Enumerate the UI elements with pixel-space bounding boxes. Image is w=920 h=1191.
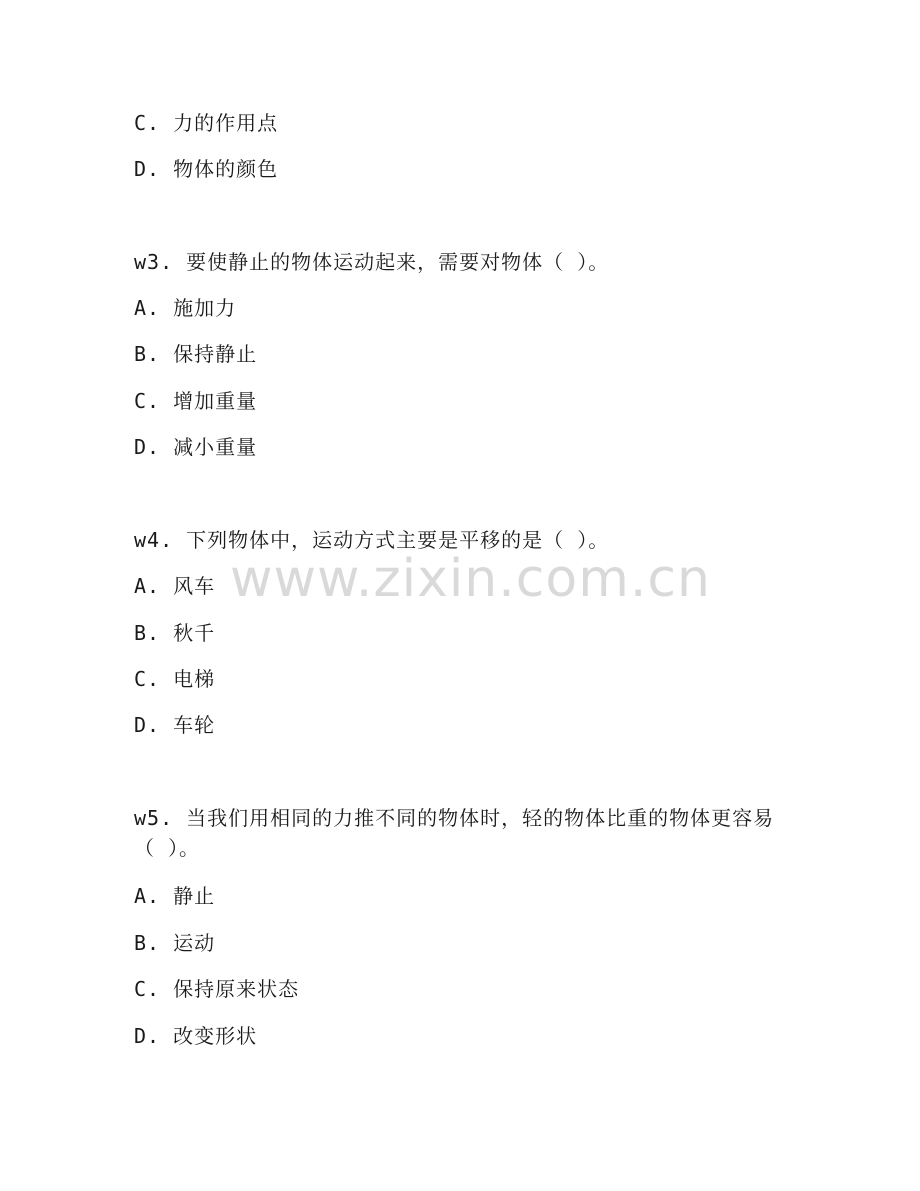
q4-option-b: B. 秋千 — [134, 621, 216, 645]
q3-question: w3. 要使静止的物体运动起来，需要对物体（ ）。 — [134, 250, 610, 274]
q5-option-b: B. 运动 — [134, 931, 216, 955]
q5-option-a: A. 静止 — [134, 884, 216, 908]
q3-option-a: A. 施加力 — [134, 296, 237, 320]
watermark: www.zixin.com.cn — [230, 549, 711, 609]
q4-option-d: D. 车轮 — [134, 713, 216, 737]
q4-option-a: A. 风车 — [134, 574, 216, 598]
q5-option-c: C. 保持原来状态 — [134, 977, 300, 1001]
q3-option-c: C. 增加重量 — [134, 389, 258, 413]
q2-option-d: D. 物体的颜色 — [134, 157, 279, 181]
q2-option-c: C. 力的作用点 — [134, 111, 279, 135]
q3-option-b: B. 保持静止 — [134, 342, 258, 366]
q3-option-d: D. 减小重量 — [134, 435, 258, 459]
q4-question: w4. 下列物体中，运动方式主要是平移的是（ ）。 — [134, 528, 610, 552]
q4-option-c: C. 电梯 — [134, 667, 216, 691]
q5-option-d: D. 改变形状 — [134, 1024, 258, 1048]
q5-question: w5. 当我们用相同的力推不同的物体时，轻的物体比重的物体更容易（ ）。 — [134, 806, 775, 860]
